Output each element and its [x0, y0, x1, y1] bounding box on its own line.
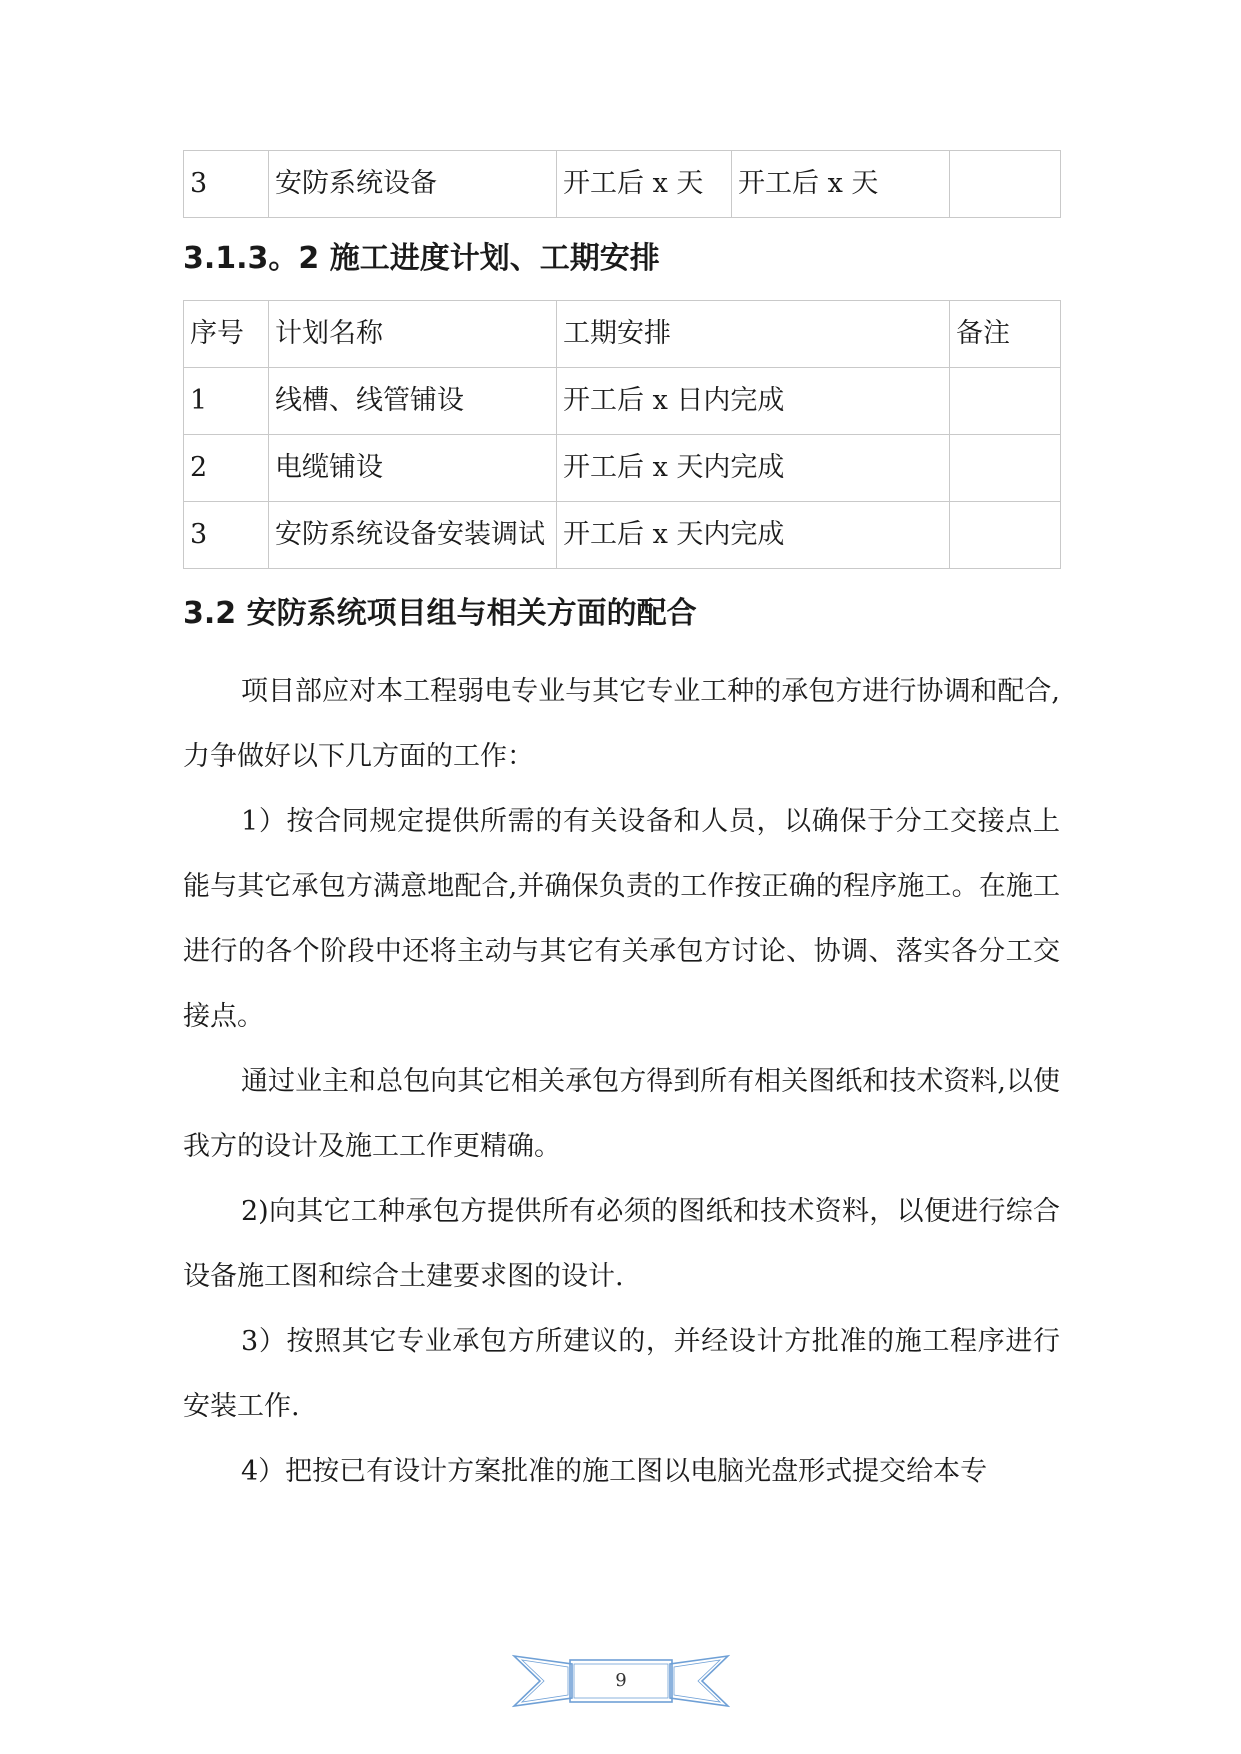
- note: [950, 151, 1061, 218]
- row-number: 1: [184, 368, 269, 435]
- plan-period: 开工后 x 天内完成: [557, 502, 950, 569]
- plan-name: 电缆铺设: [269, 435, 557, 502]
- document-page: [183, 150, 1060, 1504]
- paragraph: 1）按合同规定提供所需的有关设备和人员，以确保于分工交接点上能与其它承包方满意地配合,并确保负责的工作按正确的程序施工。在施工进行的各个阶段中还将主动与其它有关承包方讨论、协调、落实各分工交接点。: [183, 806, 1060, 1032]
- plan-period: 开工后 x 天内完成: [557, 435, 950, 502]
- plan-note: [950, 502, 1061, 569]
- section-heading-schedule: 3.1.3。2 施工进度计划、工期安排: [183, 241, 660, 276]
- item-name: 安防系统设备: [269, 151, 557, 218]
- end-time: 开工后 x 天: [732, 151, 950, 218]
- page-footer: [512, 1650, 730, 1712]
- plan-note: [950, 435, 1061, 502]
- plan-name: 线槽、线管铺设: [269, 368, 557, 435]
- paragraph: 通过业主和总包向其它相关承包方得到所有相关图纸和技术资料,以使我方的设计及施工工作更精确。: [183, 1066, 1060, 1162]
- paragraph: 2)向其它工种承包方提供所有必须的图纸和技术资料，以便进行综合设备施工图和综合土建要求图的设计.: [183, 1196, 1060, 1292]
- row-number: 3: [184, 502, 269, 569]
- header-no: 序号: [184, 301, 269, 368]
- paragraph: 项目部应对本工程弱电专业与其它专业工种的承包方进行协调和配合,力争做好以下几方面的工作：: [183, 676, 1060, 772]
- page-number: 9: [615, 1670, 627, 1691]
- row-number: 2: [184, 435, 269, 502]
- plan-name: 安防系统设备安装调试: [269, 502, 557, 569]
- table-row: [184, 151, 1061, 218]
- table-row: [184, 435, 1061, 502]
- table-row: [184, 502, 1061, 569]
- start-time: 开工后 x 天: [557, 151, 732, 218]
- plan-note: [950, 368, 1061, 435]
- header-note: 备注: [950, 301, 1061, 368]
- table-header-row: [184, 301, 1061, 368]
- row-number: 3: [184, 151, 269, 218]
- section-heading-coordination: 3.2 安防系统项目组与相关方面的配合: [183, 596, 697, 631]
- schedule-table: [183, 300, 1061, 569]
- header-period: 工期安排: [557, 301, 950, 368]
- plan-period: 开工后 x 日内完成: [557, 368, 950, 435]
- header-name: 计划名称: [269, 301, 557, 368]
- paragraph: 3）按照其它专业承包方所建议的，并经设计方批准的施工程序进行安装工作.: [183, 1326, 1060, 1422]
- paragraph: 4）把按已有设计方案批准的施工图以电脑光盘形式提交给本专: [241, 1456, 988, 1487]
- equipment-table: [183, 150, 1061, 218]
- table-row: [184, 368, 1061, 435]
